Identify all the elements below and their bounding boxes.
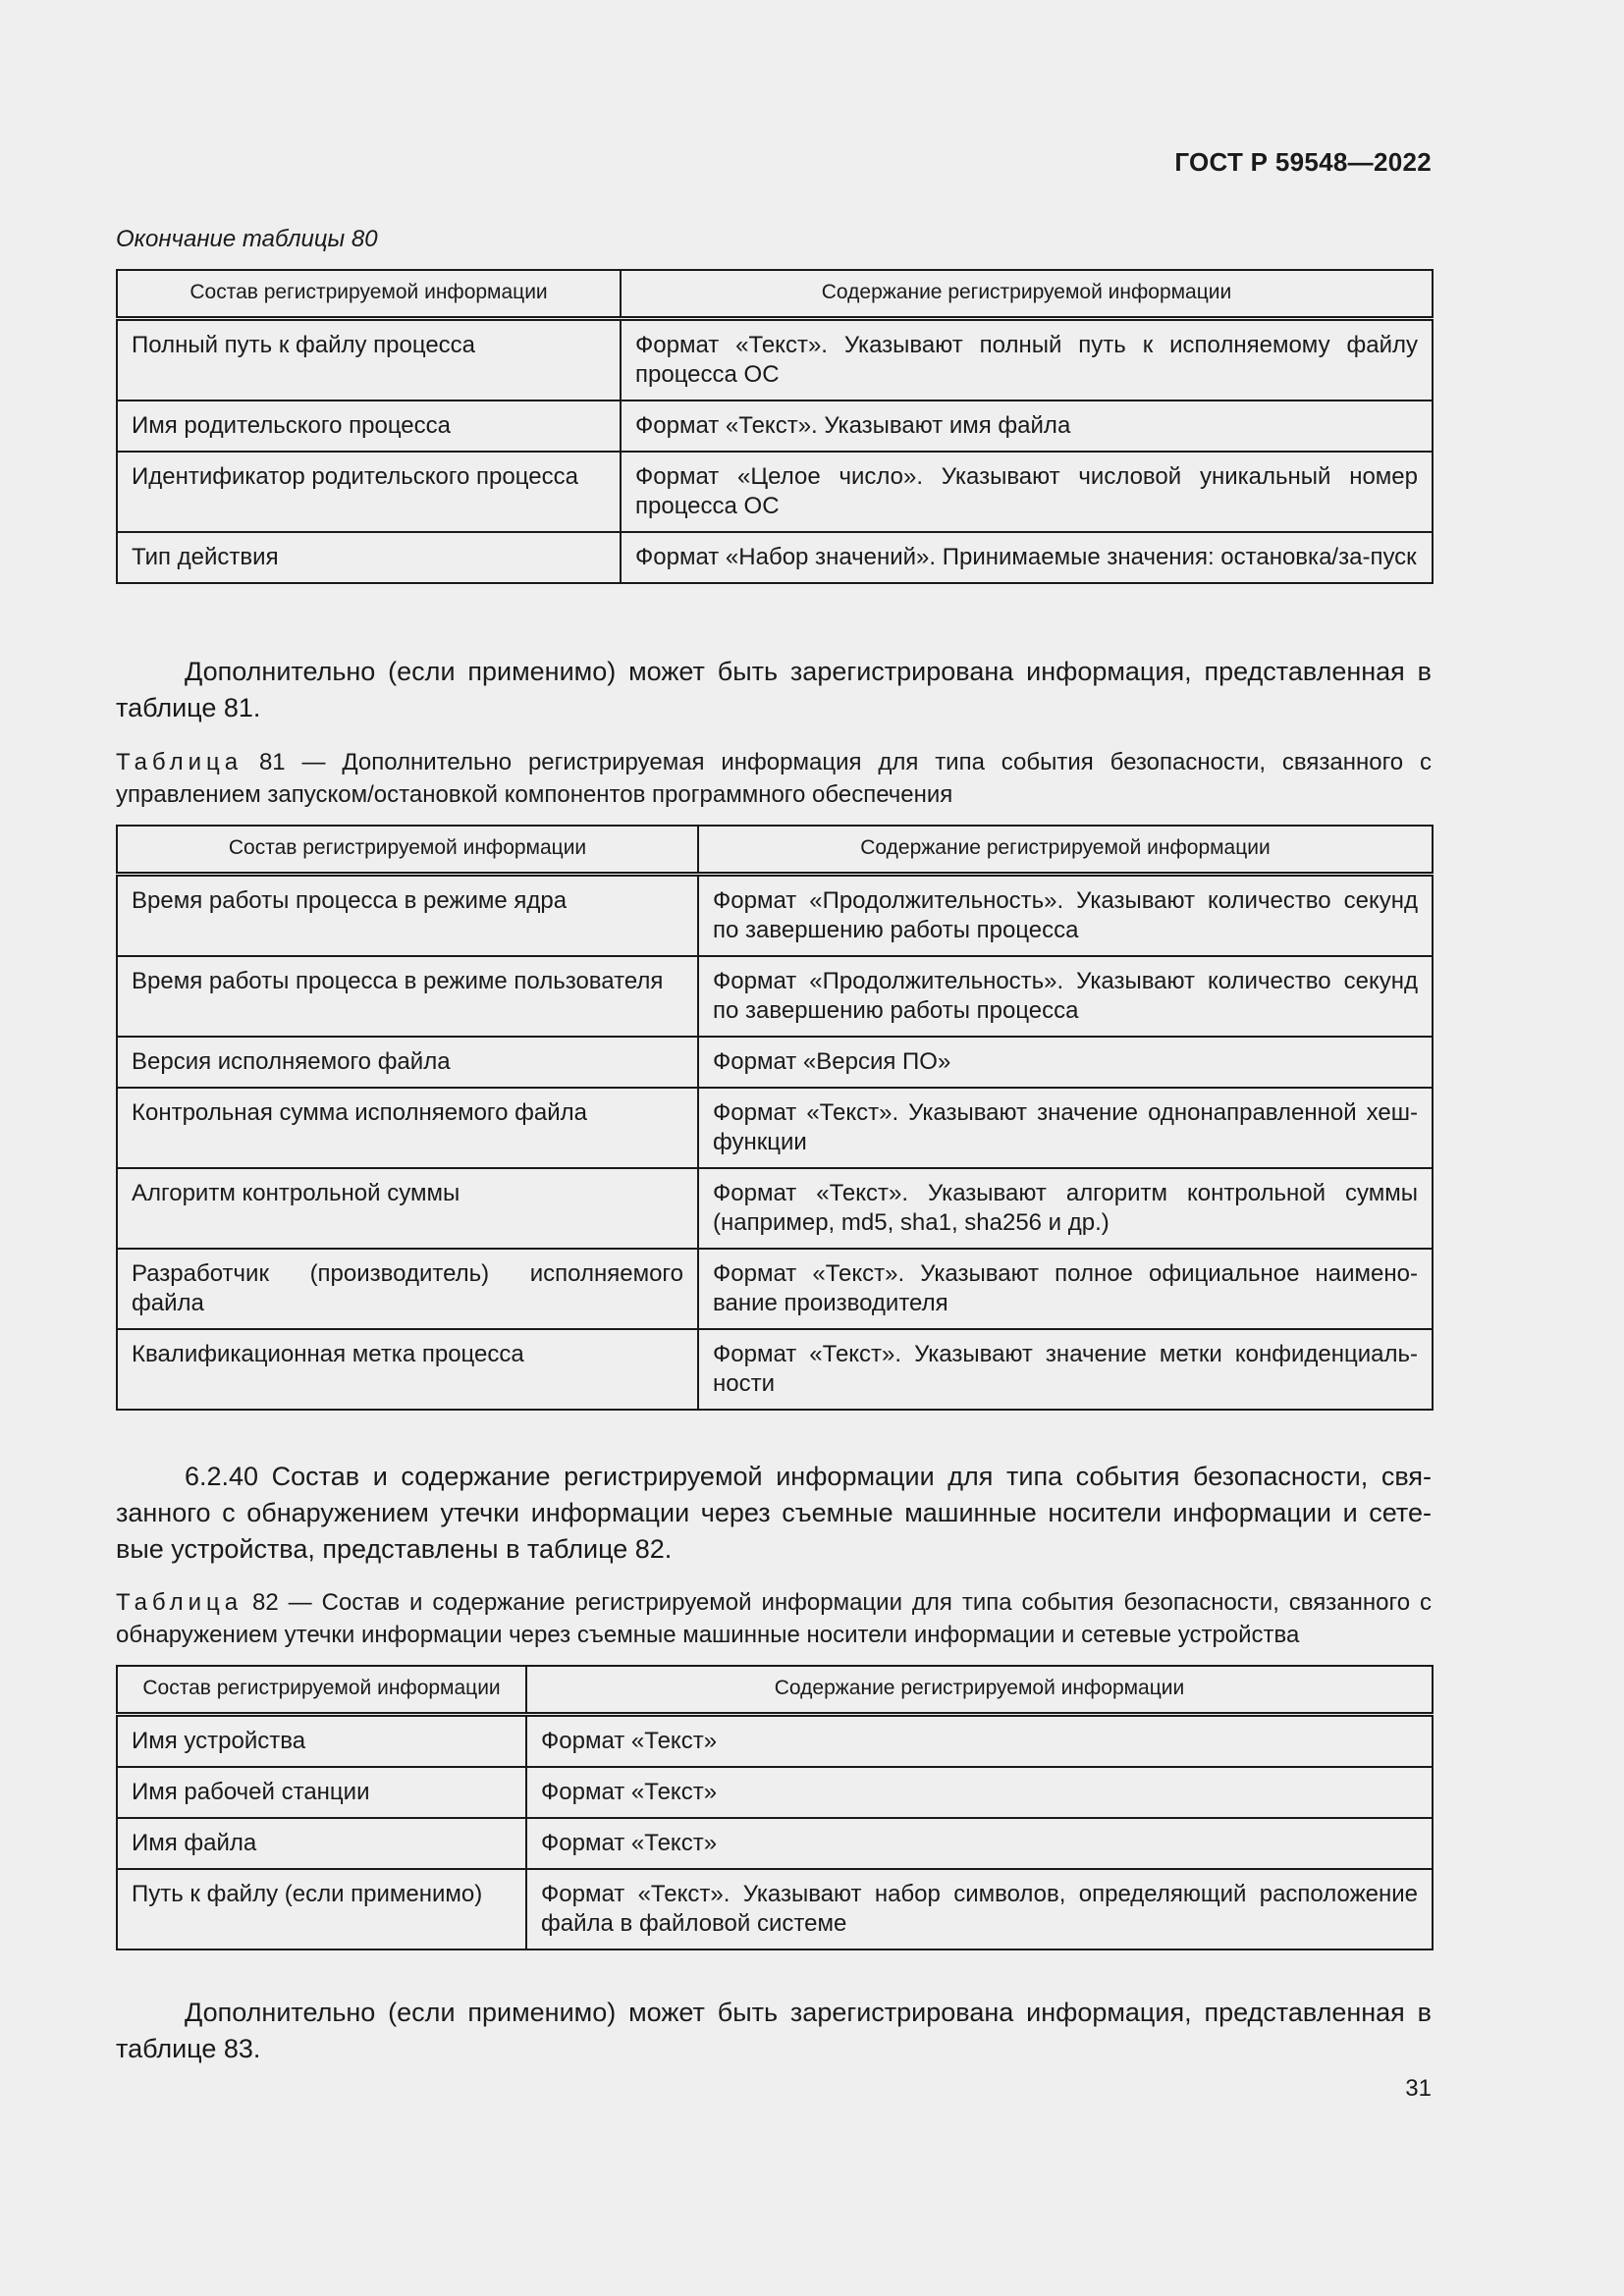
table-cell: Формат «Текст» xyxy=(526,1818,1433,1869)
column-header: Содержание регистрируемой информации xyxy=(526,1666,1433,1715)
table-cell: Формат «Целое число». Указывают числовой уникальный номер процесса ОС xyxy=(621,452,1433,532)
paragraph xyxy=(116,654,1432,726)
table-row xyxy=(117,1168,1433,1249)
column-header: Содержание регистрируемой информации xyxy=(698,826,1433,875)
column-header: Состав регистрируемой информации xyxy=(117,270,621,319)
table-cell: Разработчик (производитель) исполняемого файла xyxy=(117,1249,698,1329)
table-cell: Алгоритм контрольной суммы xyxy=(117,1168,698,1249)
column-header: Состав регистрируемой информации xyxy=(117,1666,526,1715)
table-cell: Полный путь к файлу процесса xyxy=(117,319,621,401)
caption-text: 81 — Дополнительно регистрируемая информация для типа события безопасности, связанного с управлением запуском/остановкой компонентов программного обеспечения xyxy=(116,749,1432,808)
table-cell: Формат «Текст». Указывают значение однонаправленной хеш-функции xyxy=(698,1088,1433,1168)
table-header-row xyxy=(117,270,1433,319)
table-row xyxy=(117,1767,1433,1818)
paragraph-text: 6.2.40 Состав и содержание регистрируемой информации для типа события безопасности, свя-занного с обнаружением утечки информации через съемные машинные носители информации и сете-вые устройства, представлены в таблице 82. xyxy=(116,1462,1432,1564)
table-cell: Формат «Текст». Указывают значение метки конфиденциаль-ности xyxy=(698,1329,1433,1410)
paragraph xyxy=(116,1995,1432,2067)
column-header: Содержание регистрируемой информации xyxy=(621,270,1433,319)
table-row xyxy=(117,319,1433,401)
table-cell: Путь к файлу (если применимо) xyxy=(117,1869,526,1949)
table-cell: Формат «Продолжительность». Указывают количество секунд по завершению работы процесса xyxy=(698,956,1433,1037)
table-row xyxy=(117,532,1433,583)
table-cell: Версия исполняемого файла xyxy=(117,1037,698,1088)
table-row xyxy=(117,1088,1433,1168)
table-cell: Формат «Текст». Указывают набор символов, определяющий расположение файла в файловой системе xyxy=(526,1869,1433,1949)
table-row xyxy=(117,1249,1433,1329)
table-cell: Имя устройства xyxy=(117,1715,526,1768)
table-cell: Формат «Продолжительность». Указывают количество секунд по завершению работы процесса xyxy=(698,875,1433,957)
doc-code: ГОСТ Р 59548—2022 xyxy=(1174,147,1432,177)
table-cell: Время работы процесса в режиме пользователя xyxy=(117,956,698,1037)
table-cell: Имя рабочей станции xyxy=(117,1767,526,1818)
caption-word: Таблица xyxy=(116,749,244,775)
table-cell: Формат «Набор значений». Принимаемые значения: остановка/за-пуск xyxy=(621,532,1433,583)
table-cell: Идентификатор родительского процесса xyxy=(117,452,621,532)
table-cell: Квалификационная метка процесса xyxy=(117,1329,698,1410)
paragraph-text: Дополнительно (если применимо) может быть зарегистрирована информация, представленная в таблице 83. xyxy=(116,1998,1432,2063)
table-cell: Формат «Текст». Указывают имя файла xyxy=(621,400,1433,452)
table-cell: Формат «Текст». Указывают алгоритм контрольной суммы (например, md5, sha1, sha256 и др.) xyxy=(698,1168,1433,1249)
table-81-caption xyxy=(116,746,1432,811)
table-header-row xyxy=(117,1666,1433,1715)
table-82-caption xyxy=(116,1586,1432,1651)
table-cell: Формат «Текст» xyxy=(526,1767,1433,1818)
table-82 xyxy=(116,1665,1434,1950)
table-row xyxy=(117,1818,1433,1869)
table-80 xyxy=(116,269,1434,584)
table-80-continuation-label: Окончание таблицы 80 xyxy=(116,226,378,252)
table-row xyxy=(117,1715,1433,1768)
table-cell: Имя файла xyxy=(117,1818,526,1869)
table-row xyxy=(117,400,1433,452)
column-header: Состав регистрируемой информации xyxy=(117,826,698,875)
table-cell: Формат «Версия ПО» xyxy=(698,1037,1433,1088)
table-row xyxy=(117,1869,1433,1949)
table-cell: Контрольная сумма исполняемого файла xyxy=(117,1088,698,1168)
table-cell: Формат «Текст» xyxy=(526,1715,1433,1768)
table-cell: Время работы процесса в режиме ядра xyxy=(117,875,698,957)
table-81 xyxy=(116,825,1434,1411)
table-row xyxy=(117,1037,1433,1088)
table-row xyxy=(117,956,1433,1037)
paragraph xyxy=(116,1459,1432,1568)
table-row xyxy=(117,1329,1433,1410)
caption-word: Таблица xyxy=(116,1589,244,1616)
table-row xyxy=(117,452,1433,532)
table-cell: Тип действия xyxy=(117,532,621,583)
page-number: 31 xyxy=(1405,2075,1432,2102)
table-cell: Формат «Текст». Указывают полный путь к исполняемому файлу процесса ОС xyxy=(621,319,1433,401)
table-cell: Формат «Текст». Указывают полное официальное наимено-вание производителя xyxy=(698,1249,1433,1329)
table-cell: Имя родительского процесса xyxy=(117,400,621,452)
caption-text: 82 — Состав и содержание регистрируемой информации для типа события безопасности, связанного с обнаружением утечки информации через съемные машинные носители информации и сетевые устройства xyxy=(116,1589,1432,1648)
paragraph-text: Дополнительно (если применимо) может быть зарегистрирована информация, представленная в таблице 81. xyxy=(116,657,1432,722)
table-header-row xyxy=(117,826,1433,875)
table-row xyxy=(117,875,1433,957)
